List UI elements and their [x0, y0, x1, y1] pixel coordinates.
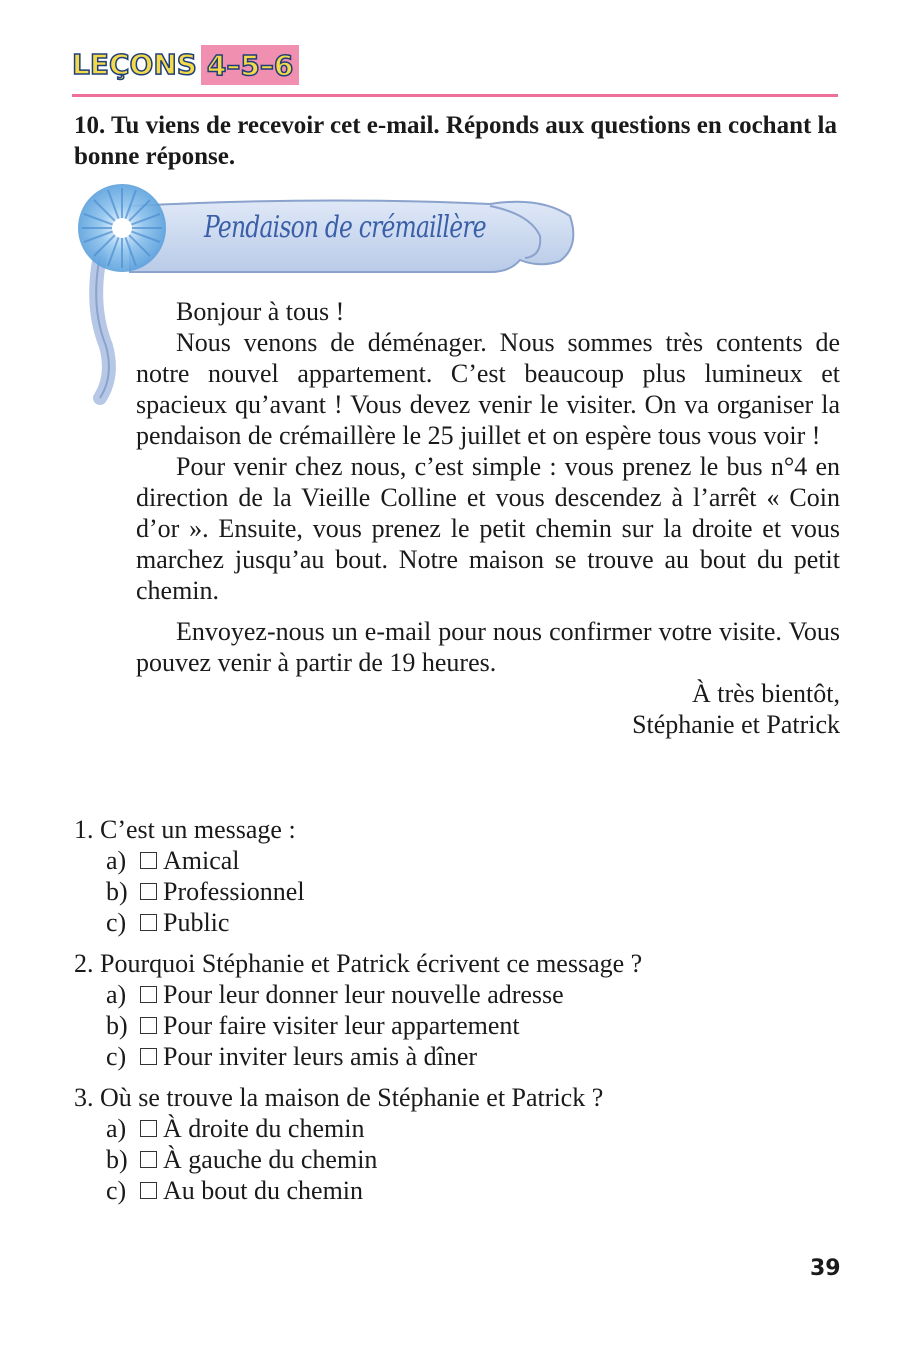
option-item [74, 1144, 844, 1175]
lesson-numbers: 4–5–6 [201, 45, 299, 85]
option-text: À gauche du chemin [163, 1145, 378, 1174]
option-letter: b) [106, 1145, 128, 1174]
questions-list [74, 814, 844, 1216]
answer-checkbox[interactable] [140, 1017, 157, 1034]
option-text: À droite du chemin [163, 1114, 365, 1143]
banner-title: Pendaison de crémaillère [204, 210, 486, 245]
option-letter: c) [106, 1042, 127, 1071]
answer-checkbox[interactable] [140, 852, 157, 869]
option-text: Au bout du chemin [163, 1176, 364, 1205]
answer-checkbox[interactable] [140, 1182, 157, 1199]
answer-checkbox[interactable] [140, 1151, 157, 1168]
option-letter: a) [106, 846, 127, 875]
option-text: Pour leur donner leur nouvelle adresse [163, 980, 564, 1009]
option-text: Pour faire visiter leur appartement [163, 1011, 520, 1040]
option-item [74, 1113, 844, 1144]
letter-paragraph: Pour venir chez nous, c’est simple : vous prenez le bus n°4 en direction de la Vieille Colline et vous descendez à l’arrêt « Coin d’or ». Ensuite, vous prenez le petit chemin sur la droite et vous marchez jusqu’au bout. Notre maison se trouve au bout du petit chemin. [136, 452, 840, 605]
letter-paragraph: Envoyez-nous un e-mail pour nous confirmer votre visite. Vous pouvez venir à partir de 19 heures. [136, 617, 840, 677]
letter-closing: À très bientôt, [691, 679, 840, 708]
option-letter: c) [106, 1176, 127, 1205]
question-text: 2. Pourquoi Stéphanie et Patrick écrivent ce message ? [74, 949, 643, 978]
option-letter: a) [106, 980, 127, 1009]
option-letter: c) [106, 908, 127, 937]
email-letter [136, 296, 840, 740]
page-number: 39 [810, 1256, 841, 1281]
option-letter: b) [106, 877, 128, 906]
question-text: 3. Où se trouve la maison de Stéphanie et Patrick ? [74, 1083, 604, 1112]
answer-checkbox[interactable] [140, 914, 157, 931]
answer-checkbox[interactable] [140, 883, 157, 900]
exercise-instruction: 10. Tu viens de recevoir cet e-mail. Réponds aux questions en cochant la bonne réponse. [74, 112, 837, 170]
option-text: Pour inviter leurs amis à dîner [163, 1042, 478, 1071]
answer-checkbox[interactable] [140, 1048, 157, 1065]
lessons-label: LEÇONS [72, 48, 197, 81]
option-text: Public [163, 908, 230, 937]
letter-signature: Stéphanie et Patrick [632, 710, 840, 739]
header-divider [72, 94, 838, 97]
option-item [74, 907, 844, 938]
option-text: Professionnel [163, 877, 305, 906]
option-item [74, 1041, 844, 1072]
answer-checkbox[interactable] [140, 1120, 157, 1137]
option-item [74, 979, 844, 1010]
question-text: 1. C’est un message : [74, 815, 296, 844]
option-list [74, 845, 844, 938]
option-list [74, 979, 844, 1072]
option-list [74, 1113, 844, 1206]
letter-paragraph: Nous venons de déménager. Nous sommes très contents de notre nouvel appartement. C’est beaucoup plus lumineux et spacieux qu’avant ! Vous devez venir le visiter. On va organiser la pendaison de crémaillère le 25 juillet et on espère tous vous voir ! [136, 328, 840, 450]
option-item [74, 1175, 844, 1206]
option-text: Amical [163, 846, 240, 875]
option-item [74, 1010, 844, 1041]
lesson-header [72, 42, 299, 88]
option-item [74, 845, 844, 876]
option-item [74, 876, 844, 907]
option-letter: b) [106, 1011, 128, 1040]
option-letter: a) [106, 1114, 127, 1143]
answer-checkbox[interactable] [140, 986, 157, 1003]
letter-greeting: Bonjour à tous ! [176, 297, 345, 326]
